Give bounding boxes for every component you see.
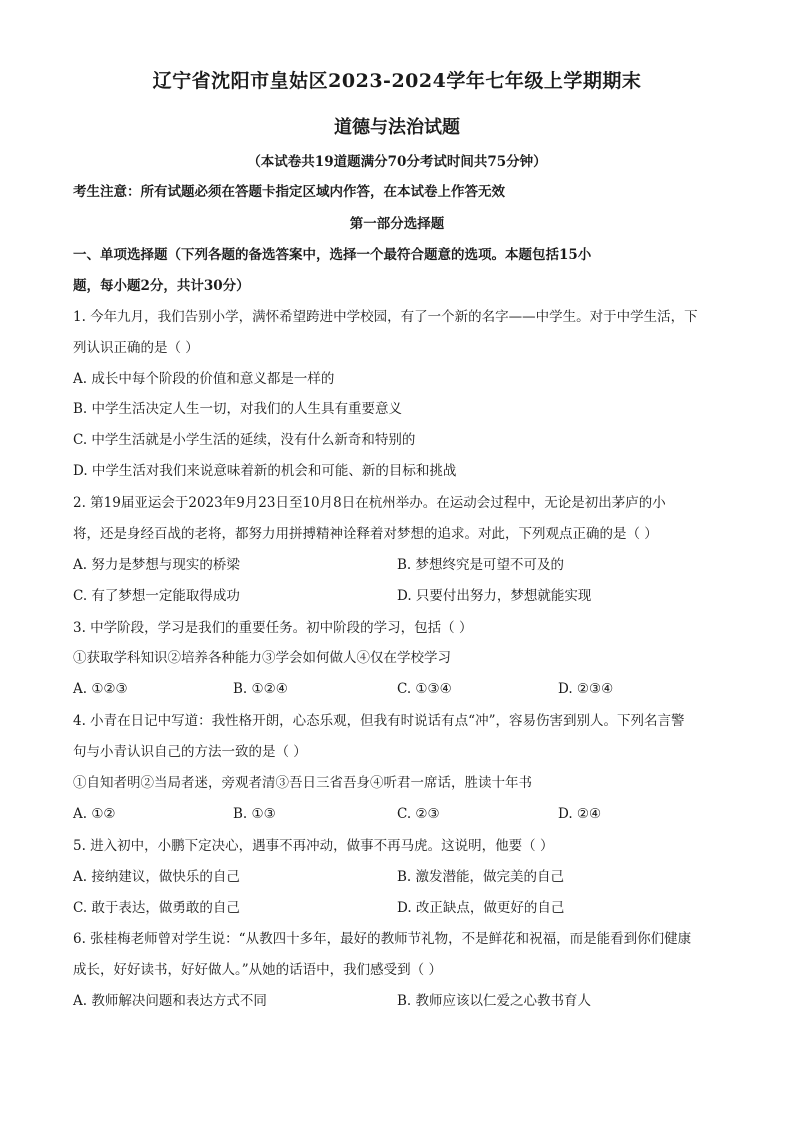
question-5-option-b: B. 激发潜能，做完美的自己 xyxy=(397,869,565,885)
question-5-option-d: D. 改正缺点，做更好的自己 xyxy=(397,900,565,916)
question-1-option-b: B. 中学生活决定人生一切，对我们的人生具有重要意义 xyxy=(73,401,403,417)
exam-info: （本试卷共19道题满分70分考试时间共75分钟） xyxy=(247,154,547,170)
question-5-stem: 5. 进入初中，小鹏下定决心，遇事不再冲动，做事不再马虎。这说明，他要（ ） xyxy=(73,838,554,854)
question-2-option-b: B. 梦想终究是可望不可及的 xyxy=(397,557,565,573)
question-3-option-a: A. ①②③ xyxy=(73,681,128,697)
exam-notice: 考生注意：所有试题必须在答题卡指定区域内作答，在本试卷上作答无效 xyxy=(73,184,505,200)
exam-subject-title: 道德与法治试题 xyxy=(334,117,460,138)
question-2-stem-cont: 将，还是身经百战的老将，都努力用拼搏精神诠释着对梦想的追求。对此，下列观点正确的是（ ） xyxy=(73,526,658,542)
question-6-option-a: A. 教师解决问题和表达方式不同 xyxy=(73,993,267,1009)
section-heading: 一、单项选择题（下列各题的备选答案中，选择一个最符合题意的选项。本题包括15小 xyxy=(73,247,592,263)
question-6-stem: 6. 张桂梅老师曾对学生说：“从教四十多年，最好的教师节礼物，不是鲜花和祝福，而是能看到你们健康 xyxy=(73,931,692,947)
question-6-option-b: B. 教师应该以仁爱之心教书育人 xyxy=(397,993,592,1009)
question-3-option-d: D. ②③④ xyxy=(558,681,614,697)
question-3-option-b: B. ①②④ xyxy=(233,681,288,697)
question-4-option-c: C. ②③ xyxy=(397,806,440,822)
question-2-stem: 2. 第19届亚运会于2023年9月23日至10月8日在杭州举办。在运动会过程中，无论是初出茅庐的小 xyxy=(73,495,666,511)
question-4-stem: 4. 小青在日记中写道：我性格开朗，心态乐观，但我有时说话有点“冲”，容易伤害到别人。下列名言警 xyxy=(73,713,685,729)
question-4-option-d: D. ②④ xyxy=(558,806,602,822)
question-6-stem-cont: 成长，好好读书，好好做人。”从她的话语中，我们感受到（ ） xyxy=(73,962,442,978)
question-3-statements: ①获取学科知识②培养各种能力③学会如何做人④仅在学校学习 xyxy=(73,650,451,666)
exam-title: 辽宁省沈阳市皇姑区2023-2024学年七年级上学期期末 xyxy=(152,70,642,92)
question-4-statements: ①自知者明②当局者迷，旁观者清③吾日三省吾身④听君一席话，胜读十年书 xyxy=(73,775,532,791)
question-3-stem: 3. 中学阶段，学习是我们的重要任务。初中阶段的学习，包括（ ） xyxy=(73,620,473,636)
question-4-option-a: A. ①② xyxy=(73,806,116,822)
question-1-option-c: C. 中学生活就是小学生活的延续，没有什么新奇和特别的 xyxy=(73,432,416,448)
question-1-option-d: D. 中学生活对我们来说意味着新的机会和可能、新的目标和挑战 xyxy=(73,463,457,479)
part-title: 第一部分选择题 xyxy=(349,216,445,232)
question-1-option-a: A. 成长中每个阶段的价值和意义都是一样的 xyxy=(73,371,335,387)
question-4-stem-cont: 句与小青认识自己的方法一致的是（ ） xyxy=(73,744,307,760)
question-4-option-b: B. ①③ xyxy=(233,806,276,822)
question-1-stem: 1. 今年九月，我们告别小学，满怀希望跨进中学校园，有了一个新的名字——中学生。对于中学生活，下 xyxy=(73,309,698,325)
question-2-option-d: D. 只要付出努力，梦想就能实现 xyxy=(397,588,592,604)
question-5-option-a: A. 接纳建议，做快乐的自己 xyxy=(73,869,240,885)
question-2-option-a: A. 努力是梦想与现实的桥梁 xyxy=(73,557,240,573)
question-5-option-c: C. 敢于表达，做勇敢的自己 xyxy=(73,900,240,916)
question-2-option-c: C. 有了梦想一定能取得成功 xyxy=(73,588,240,604)
question-1-stem-cont: 列认识正确的是（ ） xyxy=(73,340,199,356)
question-3-option-c: C. ①③④ xyxy=(397,681,452,697)
section-heading-cont: 题，每小题2分，共计30分） xyxy=(73,278,250,294)
